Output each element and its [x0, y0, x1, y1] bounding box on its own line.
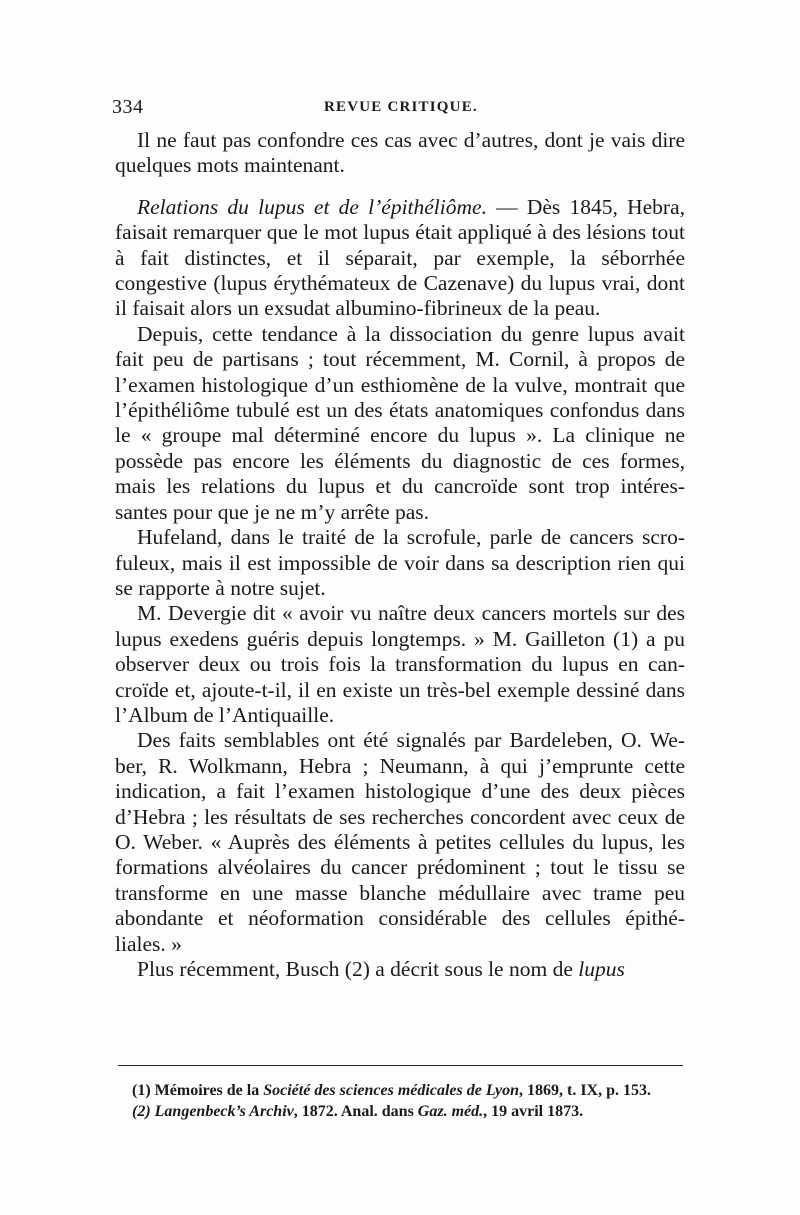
footnotes	[132, 1080, 692, 1122]
page-number: 334	[112, 96, 144, 118]
paragraph-7-text: Plus récemment, Busch (2) a décrit sous le nom de	[137, 957, 579, 981]
page-header	[112, 96, 682, 120]
footnote-rule	[118, 1065, 683, 1066]
paragraph-2-text: — Dès 1845, Hebra, faisait remarquer que le mot lupus était appliqué à des lésions tout à fait distinctes, et il séparait, par exemple, la séborrhée congestive (lupus érythémateux de Cazenave) du lupus vrai, dont il faisait alors un exsudat albumino-fibrineux de la peau.	[115, 194, 685, 321]
footnote-2-suffix: , 19 avril 1873.	[483, 1103, 584, 1120]
footnote-1-journal: Société des sciences médicales de Lyon	[263, 1082, 519, 1099]
footnote-2-source: (2) Langenbeck’s Archiv	[132, 1103, 294, 1120]
footnote-1-suffix: , 1869, t. IX, p. 153.	[519, 1082, 652, 1099]
section-title: Relations du lupus et de l’épithéliôme.	[137, 194, 487, 219]
footnote-2	[132, 1101, 692, 1122]
paragraph-2	[115, 195, 685, 322]
paragraph-7-italic: lupus	[578, 957, 625, 981]
footnote-1-prefix: (1) Mémoires de la	[132, 1082, 264, 1099]
footnote-2-journal: Gaz. méd.	[417, 1103, 484, 1120]
footnote-1	[132, 1080, 692, 1101]
footnote-2-middle: , 1872. Anal. dans	[293, 1103, 418, 1120]
paragraph-7	[115, 957, 685, 982]
paragraph-1: Il ne faut pas confondre ces cas avec d’autres, dont je vais dire quelques mots maintenant.	[115, 128, 685, 178]
paragraph-5: M. Devergie dit « avoir vu naître deux cancers mortels sur des lupus exedens guéris depuis longtemps. » M. Gailleton (1) a pu observer deux ou trois fois la transformation du lupus en can- croïde et, ajoute-t-il, il en existe un très-bel exemple dessiné dans l’Album de l’Antiquaille.	[115, 601, 685, 727]
paragraph-6: Des faits semblables ont été signalés par Bardeleben, O. We- ber, R. Wolkmann, Hebra ; Neumann, à qui j’emprunte cette indication, a fait l’examen histologique d’une des deux pièces d’Hebra ; les résultats de ses recherches concordent avec ceux de O. Weber. « Auprès des éléments à petites cellules du lupus, les formations alvéolaires du cancer prédominent ; tout le tissu se transforme en une masse blanche médullaire avec trame peu abondante et néoformation considérable des cellules épithé- liales. »	[115, 728, 685, 956]
paragraph-3: Depuis, cette tendance à la dissociation du genre lupus avait fait peu de partisans ; tout récemment, M. Cornil, à propos de l’examen histologique d’un esthiomène de la vulve, montrait que l’épithéliôme tubulé est un des états anatomiques confondus dans le « groupe mal déterminé encore du lupus ». La clinique ne possède pas encore les éléments du diagnostic de ces formes, mais les relations du lupus et du cancroïde sont trop intéres- santes pour que je ne m’y arrête pas.	[115, 321, 685, 524]
body-text	[115, 128, 685, 982]
paragraph-4: Hufeland, dans le traité de la scrofule, parle de cancers scro- fuleux, mais il est impossible de voir dans sa description rien qui se rapporte à notre sujet.	[115, 525, 685, 600]
running-head: REVUE CRITIQUE.	[324, 99, 478, 115]
